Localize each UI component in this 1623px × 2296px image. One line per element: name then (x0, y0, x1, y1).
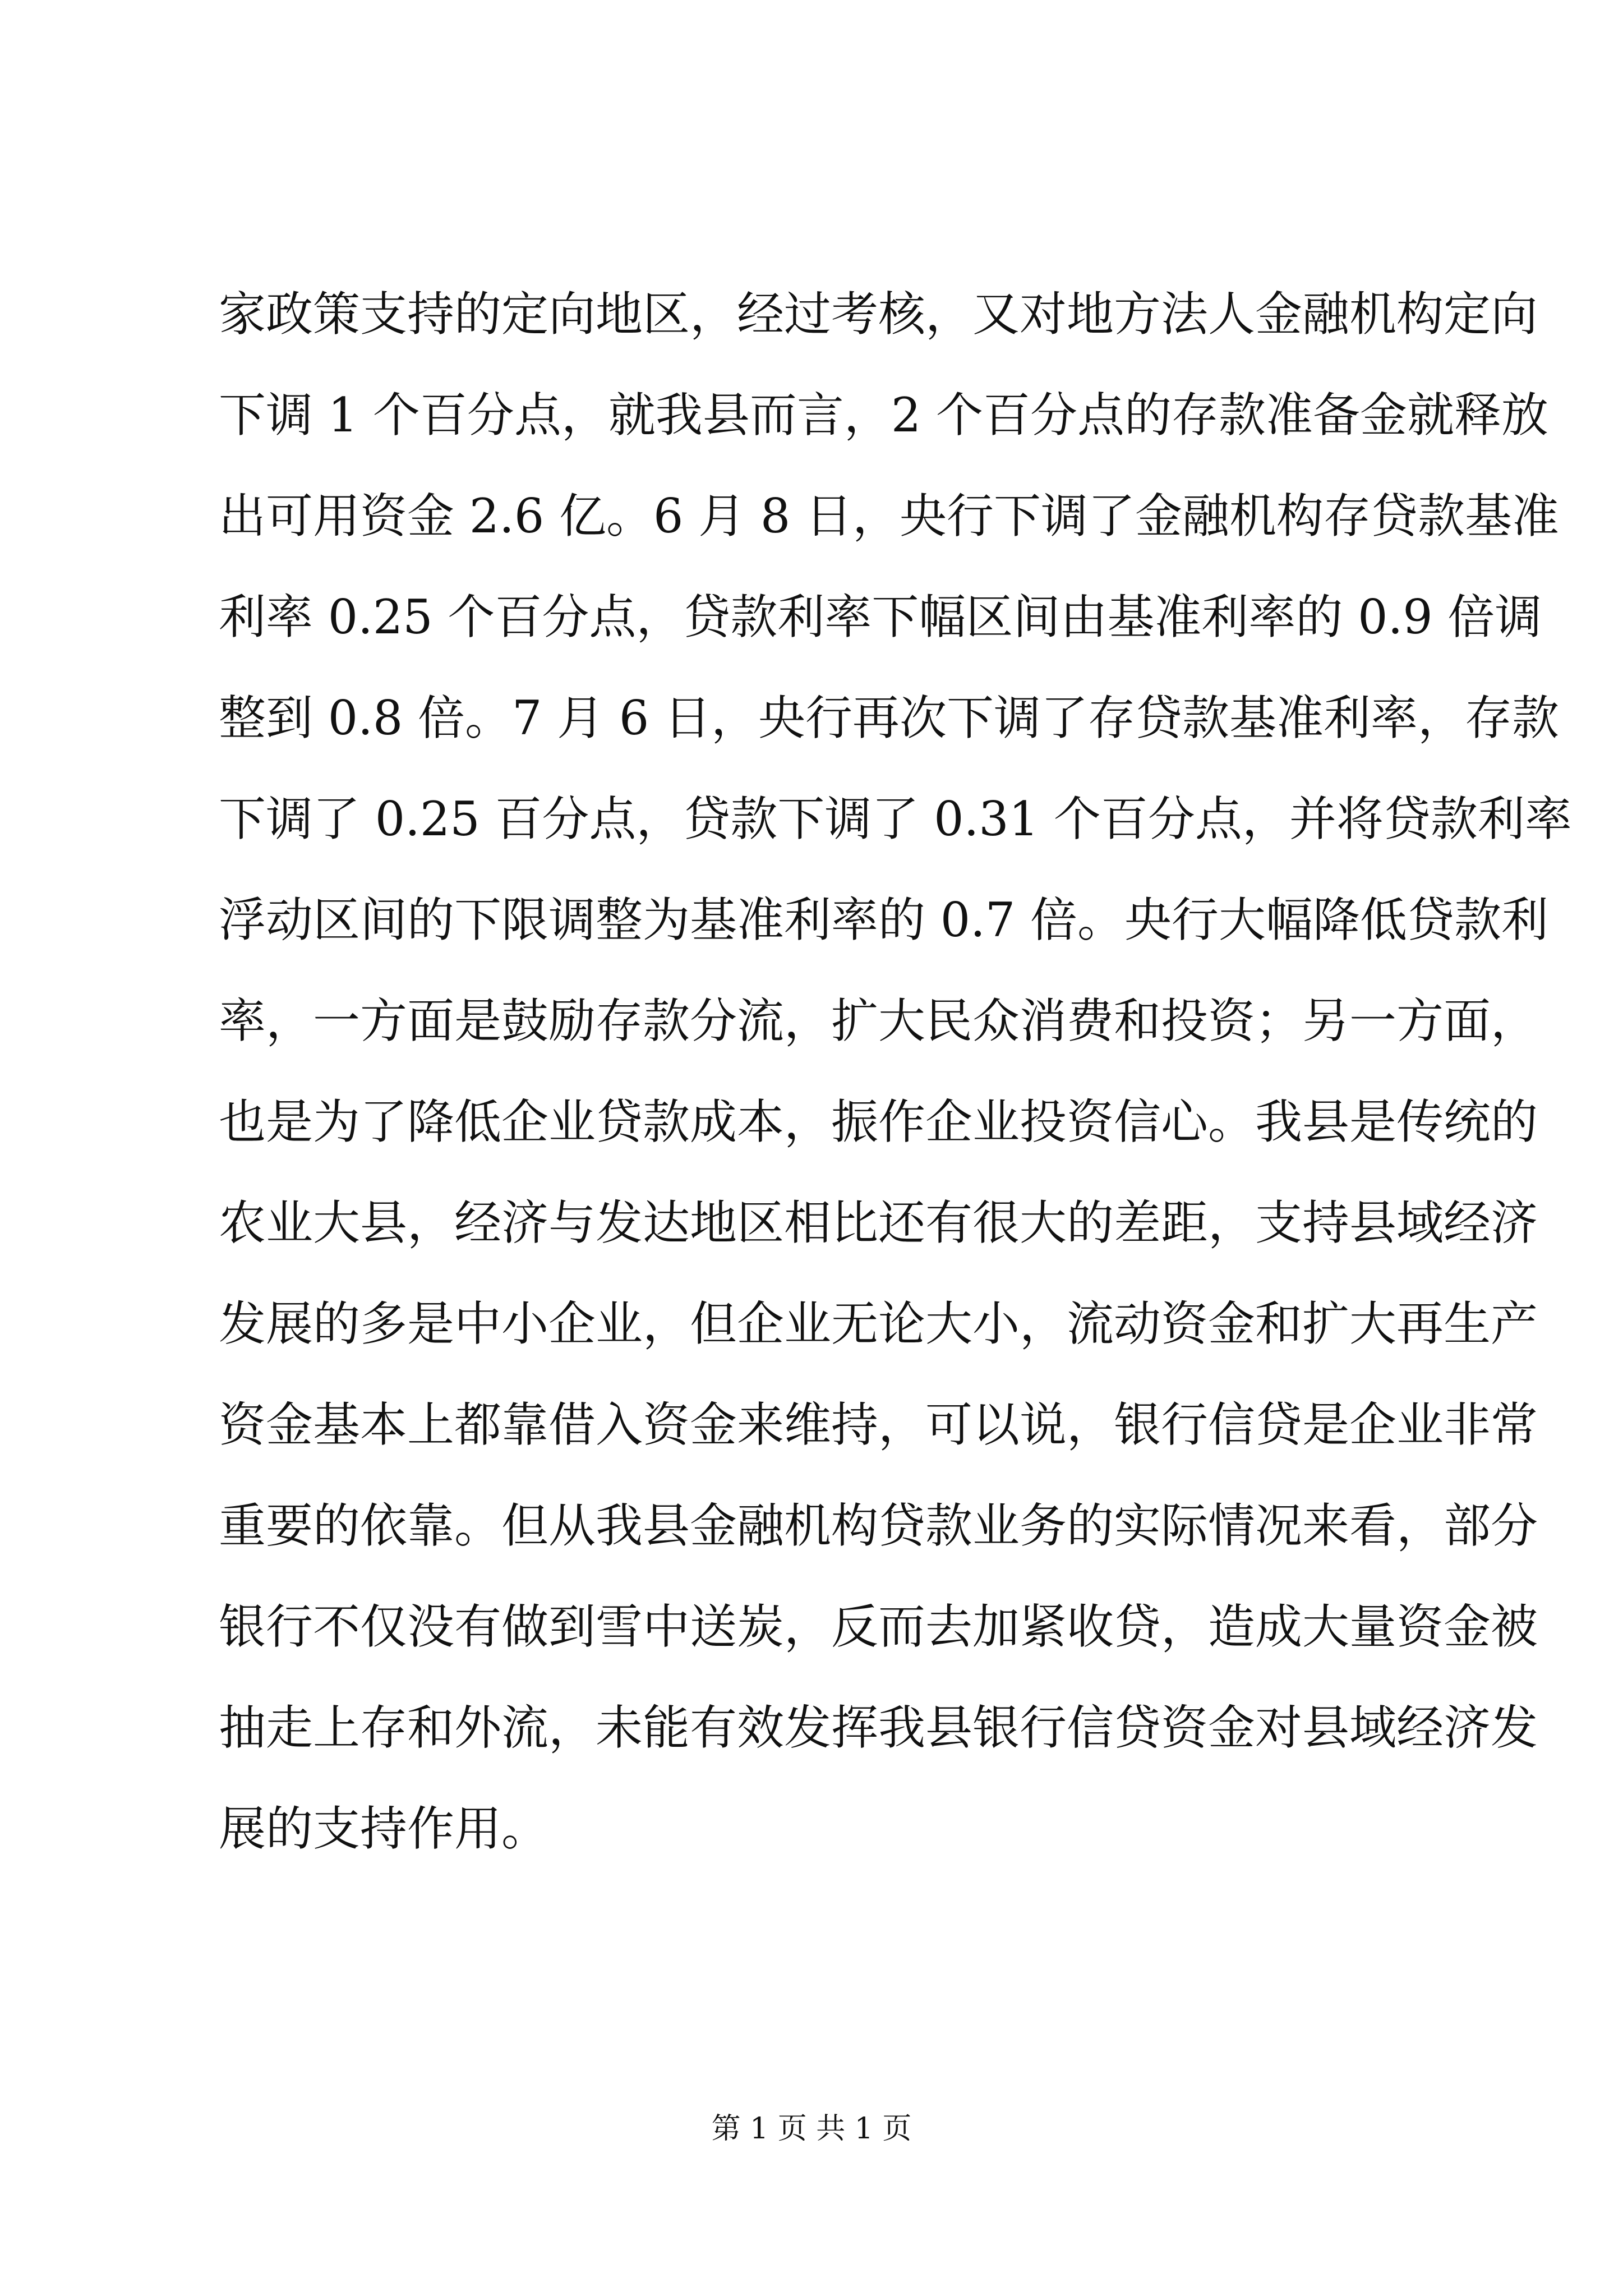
paragraph-line-5: 整到 0.8 倍。7 月 6 日，央行再次下调了存贷款基准利率，存款 (219, 691, 1559, 746)
paragraph-line-2: 下调 1 个百分点，就我县而言，2 个百分点的存款准备金就释放 (219, 388, 1548, 443)
paragraph-line-3: 出可用资金 2.6 亿。6 月 8 日，央行下调了金融机构存贷款基准 (219, 489, 1559, 544)
paragraph-line-14: 银行不仅没有做到雪中送炭，反而去加紧收贷，造成大量资金被 (219, 1599, 1538, 1654)
paragraph-line-10: 农业大县，经济与发达地区相比还有很大的差距，支持县域经济 (219, 1195, 1538, 1250)
paragraph-line-16: 展的支持作用。 (219, 1801, 549, 1856)
paragraph-line-15: 抽走上存和外流，未能有效发挥我县银行信贷资金对县域经济发 (219, 1700, 1538, 1755)
paragraph-line-11: 发展的多是中小企业，但企业无论大小，流动资金和扩大再生产 (219, 1296, 1538, 1351)
paragraph-line-6: 下调了 0.25 百分点，贷款下调了 0.31 个百分点，并将贷款利率 (219, 792, 1572, 846)
paragraph-line-4: 利率 0.25 个百分点，贷款利率下幅区间由基准利率的 0.9 倍调 (219, 590, 1542, 645)
paragraph-line-7: 浮动区间的下限调整为基准利率的 0.7 倍。央行大幅降低贷款利 (219, 892, 1548, 947)
paragraph-line-13: 重要的依靠。但从我县金融机构贷款业务的实际情况来看，部分 (219, 1498, 1538, 1553)
page-number-footer: 第 1 页 共 1 页 (711, 2112, 912, 2146)
paragraph-line-12: 资金基本上都靠借入资金来维持，可以说，银行信贷是企业非常 (219, 1397, 1538, 1452)
paragraph-line-9: 也是为了降低企业贷款成本，振作企业投资信心。我县是传统的 (219, 1094, 1538, 1149)
paragraph-line-1: 家政策支持的定向地区，经过考核，又对地方法人金融机构定向 (219, 287, 1538, 342)
body-paragraph (219, 264, 1572, 1879)
paragraph-line-8: 率，一方面是鼓励存款分流，扩大民众消费和投资；另一方面， (219, 993, 1538, 1048)
